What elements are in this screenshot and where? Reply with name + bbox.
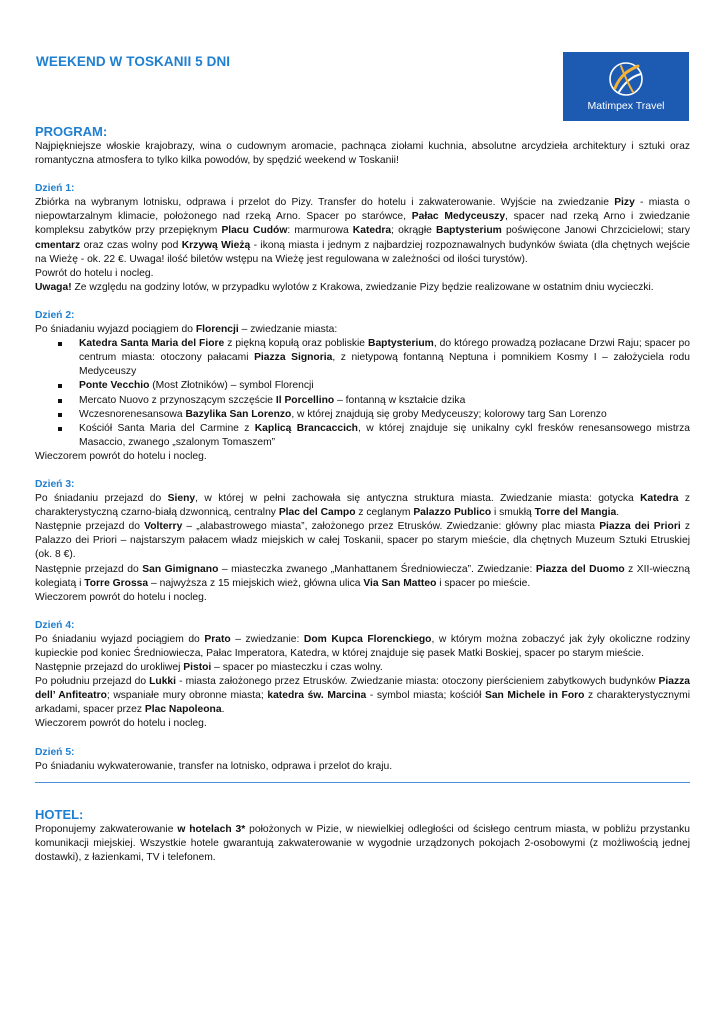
- day2-intro: Po śniadaniu wyjazd pociągiem do Florencji – zwiedzanie miasta:: [35, 324, 338, 336]
- day2-heading: Dzień 2:: [35, 309, 75, 321]
- day3-volterra: Następnie przejazd do Volterry – „alabastrowego miasta”, założonego przez Etrusków. Zwiedzanie: główny plac miasta Piazza dei Priori z Palazzo dei Priori – najstarszym pałacem władz miejskich w całej Toskanii, spacer po starym mieście, dla chętnych Muzeum Sztuki Etruskiej (ok. 8 €).: [35, 521, 690, 561]
- day5-heading: Dzień 5:: [35, 746, 75, 758]
- day4-prato: Po śniadaniu wyjazd pociągiem do Prato – zwiedzanie: Dom Kupca Florenckiego, w którym można zobaczyć jak żyły okoliczne rodziny kupieckie pod koniec Średniowiecza, Pałac Imperatora, Katedra, w której znajduje się pasek Matki Boskiej, spacer po starym mieście.: [35, 633, 690, 659]
- day3-san-gimignano: Następnie przejazd do San Gimignano – miasteczka zwanego „Manhattanem Średniowiecza”. Zwiedzanie: Piazza del Duomo z XII-wieczną kolegiatą i Torre Grossa – najwyższa z 15 miejskich wież, główna ulica Via San Matteo i spacer po mieście.: [35, 563, 691, 589]
- day4-heading: Dzień 4:: [35, 619, 75, 631]
- day4-closing: Wieczorem powrót do hotelu i nocleg.: [35, 718, 207, 730]
- day4-pistoia: Następnie przejazd do urokliwej Pistoi – spacer po miasteczku i czas wolny.: [35, 662, 383, 674]
- day2-bullet-list: [35, 337, 690, 450]
- list-item: Kościół Santa Maria del Carmine z Kaplicą Brancaccich, w której znajduje się unikalny cykl fresków renesansowego mistrza Masaccio, zwanego „szalonym Tomaszem”: [35, 422, 690, 450]
- program-heading: PROGRAM:: [35, 124, 108, 139]
- matimpex-logo: [563, 52, 689, 121]
- day4-lucca: Po południu przejazd do Lukki - miasta założonego przez Etrusków. Zwiedzanie miasta: otoczony pierścieniem zabytkowych budynków Piazza dell’ Anfiteatro; wspaniałe mury obronne miasta; katedra św. Marcina - symbol miasta; kościół San Michele in Foro z charakterystycznymi arkadami, spacer przez Plac Napoleona.: [35, 676, 691, 716]
- day3-closing: Wieczorem powrót do hotelu i nocleg.: [35, 591, 207, 603]
- list-item: Katedra Santa Maria del Fiore z piękną kopułą oraz pobliskie Baptysterium, do którego prowadzą pozłacane Drzwi Raju; spacer po centrum miasta: otoczony pałacami Piazza Signoria, z nietypową fontanną Neptuna i pomnikiem Kosmy I – założyciela rodu Medyceuszy: [35, 337, 690, 379]
- page-title: WEEKEND W TOSKANII 5 DNI: [36, 54, 231, 69]
- day3-siena: Po śniadaniu przejazd do Sieny, w której w pełni zachowała się antyczna struktura miasta. Zwiedzanie miasta: gotycka Katedra z charakterystyczną czarno-białą dzwonnicą, centralny Plac del Campo z ceglanym Palazzo Publico i smukłą Torre del Mangia.: [35, 493, 691, 519]
- day1-return: Powrót do hotelu i nocleg.: [35, 267, 154, 279]
- list-item: Mercato Nuovo z przynoszącym szczęście Il Porcellino – fontanną w kształcie dzika: [35, 394, 690, 408]
- document-content: [35, 124, 690, 865]
- hotel-heading: HOTEL:: [35, 806, 84, 822]
- day1-heading: Dzień 1:: [35, 183, 75, 195]
- day3-heading: Dzień 3:: [35, 478, 75, 490]
- logo-text: Matimpex Travel: [587, 100, 665, 112]
- hotel-paragraph: Proponujemy zakwaterowanie w hotelach 3* położonych w Pizie, w niewielkiej odległości od ścisłego centrum miasta, w pobliżu przystanku komunikacji miejskiej. Wszystkie hotele gwarantują zakwaterowanie w wygodnie urządzonych pokojach 2-osobowymi (z możliwością jednej dostawki), z łazienkami, TV i telefonem.: [35, 823, 690, 863]
- program-intro: Najpiękniejsze włoskie krajobrazy, wina o cudownym aromacie, pachnąca ziołami kuchnia, absolutne arcydzieła architektury i sztuki oraz romantyczna atmosfera to tylko kilka powodów, by spędzić weekend w Toskanii!: [35, 141, 690, 167]
- day2-closing: Wieczorem powrót do hotelu i nocleg.: [35, 450, 207, 462]
- day5-paragraph: Po śniadaniu wykwaterowanie, transfer na lotnisko, odprawa i przelot do kraju.: [35, 760, 393, 772]
- day1-note: Uwaga! Ze względu na godziny lotów, w przypadku wylotów z Krakowa, zwiedzanie Pizy będzie realizowane w ostatnim dniu wycieczki.: [35, 281, 654, 293]
- list-item: Ponte Vecchio (Most Złotników) – symbol Florencji: [35, 379, 690, 393]
- list-item: Wczesnorenesansowa Bazylika San Lorenzo, w której znajdują się groby Medyceuszy; kolorowy targ San Lorenzo: [35, 408, 690, 422]
- day1-paragraph: Zbiórka na wybranym lotnisku, odprawa i przelot do Pizy. Transfer do hotelu i zakwaterowanie. Wyjście na zwiedzanie Pizy - miasta o niepowtarzalnym klimacie, położonego nad rzeką Arno. Spacer po starówce, Pałac Medyceuszy, spacer nad rzeką Arno i zwiedzanie kompleksu zabytków przy przepięknym Placu Cudów: marmurowa Katedra; okrągłe Baptysterium poświęcone Janowi Chrzcicielowi; stary cmentarz oraz czas wolny pod Krzywą Wieżą - ikoną miasta i jednym z najbardziej rozpoznawalnych budynków świata (dla chętnych wejście na Wieżę - ok. 22 €. Uwaga! ilość biletów wstępu na Wieżę jest regulowana w zależności od ilości turystów).: [35, 197, 690, 265]
